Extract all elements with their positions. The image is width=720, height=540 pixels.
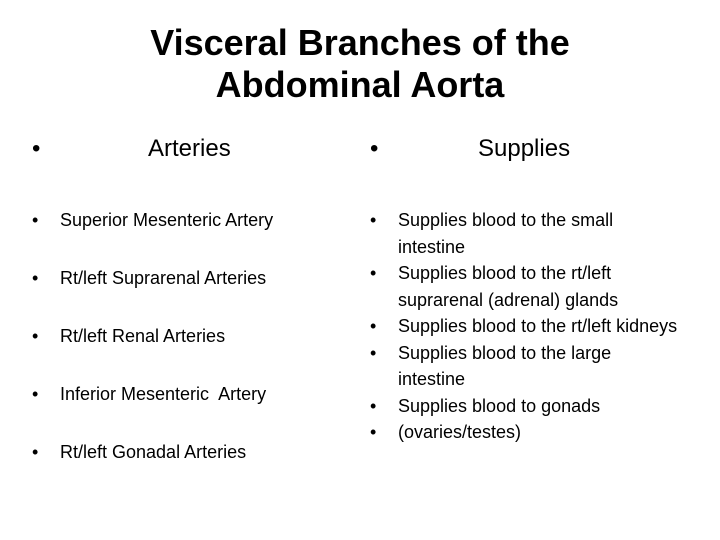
supplies-header-text: Supplies [478,135,571,162]
supply-description: Supplies blood to the small intestine [398,210,614,257]
slide-title-line-1: Visceral Branches of the [150,22,570,63]
bullet-marker: • [32,442,39,462]
artery-name: Superior Mesenteric Artery [60,210,274,230]
list-item [30,207,360,233]
list-item [368,313,678,340]
list-item [30,323,360,349]
bullet-marker: • [370,316,377,336]
supply-description: Supplies blood to the rt/left suprarenal (adrenal) glands [398,263,619,310]
arteries-header-text: Arteries [148,135,231,162]
supplies-list [368,207,678,446]
arteries-column-header [32,131,332,167]
list-item [368,207,678,260]
artery-name: Rt/left Gonadal Arteries [60,442,247,462]
bullet-marker: • [32,268,39,288]
bullet-marker: • [370,210,377,230]
bullet-marker: • [370,135,379,162]
slide-title [0,22,720,106]
supply-description: Supplies blood to the rt/left kidneys [398,316,678,336]
list-item [30,265,360,291]
bullet-marker: • [370,263,377,283]
list-item [368,419,678,446]
list-item [30,381,360,407]
bullet-marker: • [370,395,377,416]
arteries-list [30,207,360,497]
slide-title-line-2: Abdominal Aorta [215,64,505,105]
bullet-marker: • [32,326,39,346]
bullet-marker: • [32,135,41,162]
supply-description: Supplies blood to gonads [398,395,601,416]
artery-name: Inferior Mesenteric Artery [60,384,267,404]
bullet-marker: • [370,422,377,442]
list-item [30,439,360,465]
list-item [368,340,678,393]
bullet-marker: • [32,210,39,230]
supply-description: Supplies blood to the large intestine [398,342,612,389]
artery-name: Rt/left Renal Arteries [60,326,226,346]
bullet-marker: • [370,342,377,363]
artery-name: Rt/left Suprarenal Arteries [60,268,267,288]
supply-description: (ovaries/testes) [398,422,522,442]
supplies-column-header [370,131,670,167]
list-item [368,393,678,420]
list-item [368,260,678,313]
bullet-marker: • [32,384,39,404]
